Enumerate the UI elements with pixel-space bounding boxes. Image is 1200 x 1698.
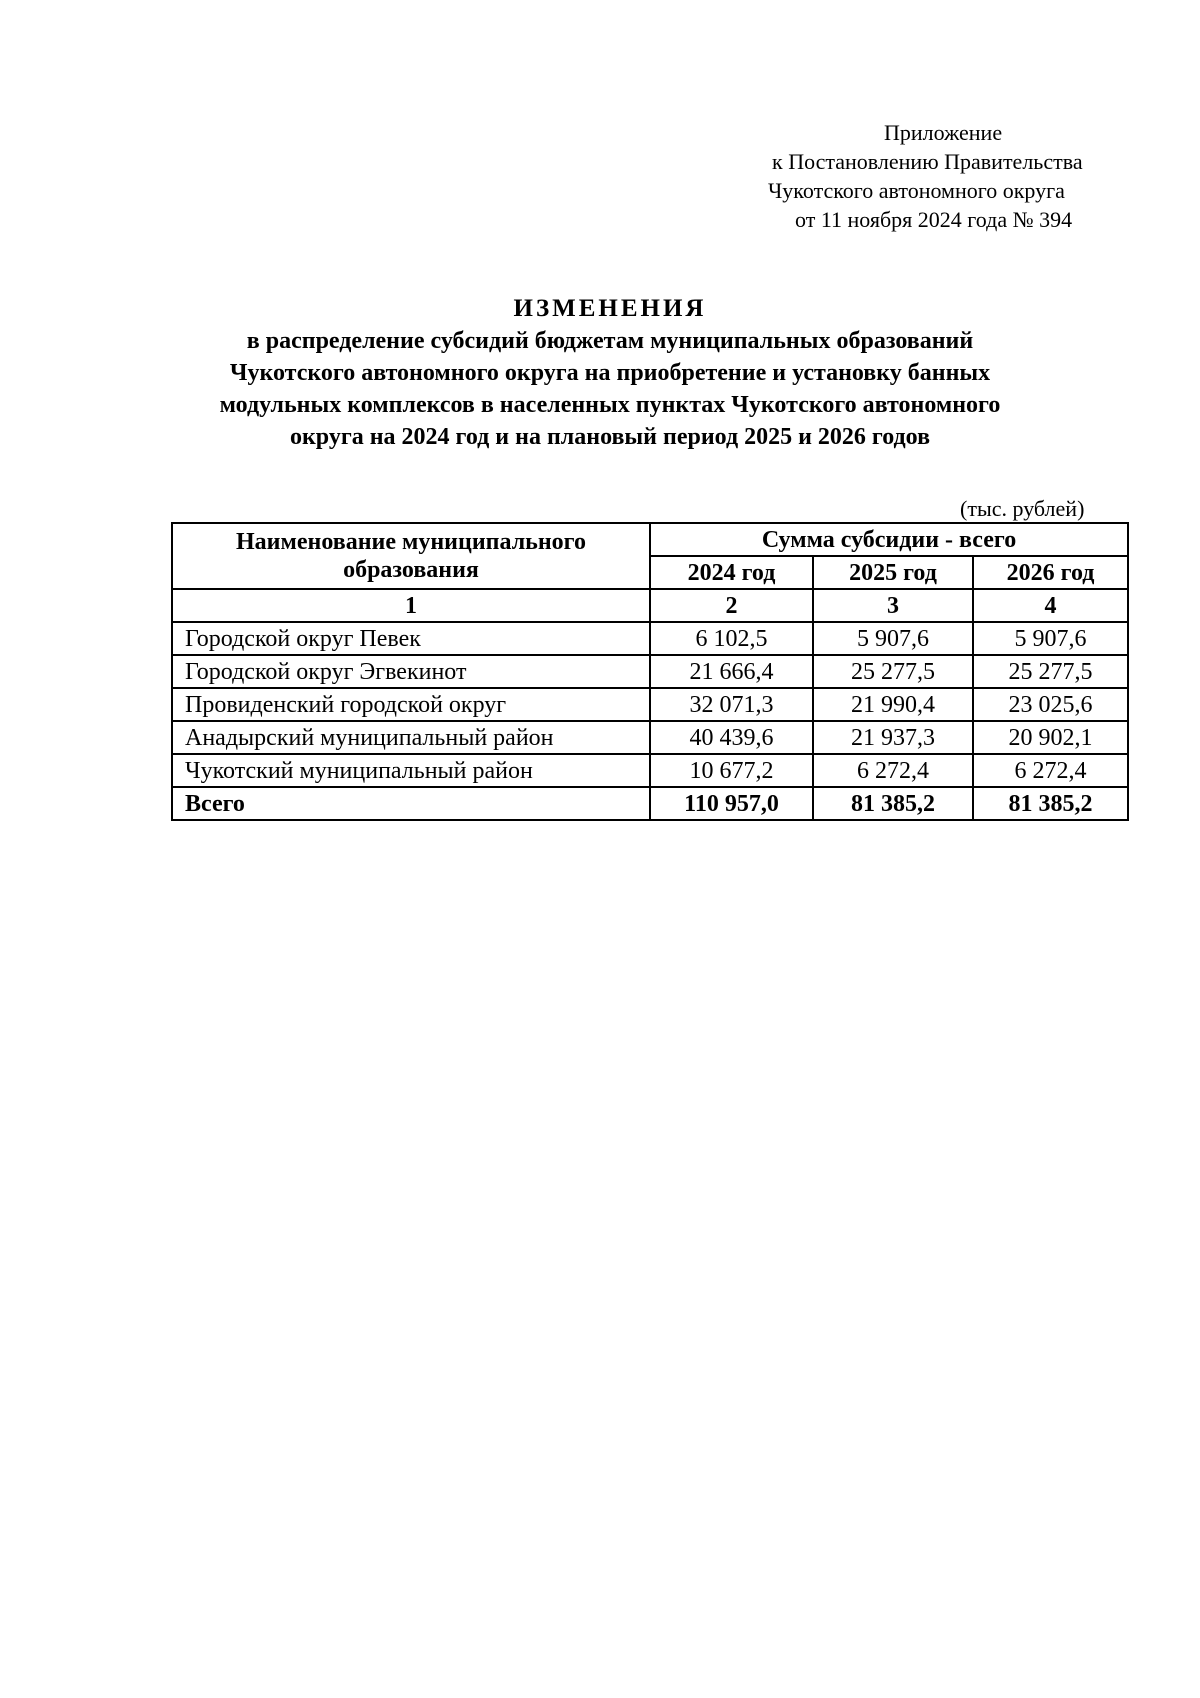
total-value-2026: 81 385,2: [973, 787, 1128, 820]
appendix-line-4: от 11 ноября 2024 года № 394: [795, 207, 1073, 232]
header-year-2024: 2024 год: [650, 556, 813, 589]
header-year-2026: 2026 год: [973, 556, 1128, 589]
row-value-2025: 25 277,5: [813, 655, 973, 688]
row-name: Городской округ Певек: [172, 622, 650, 655]
table-row: [172, 655, 1128, 688]
appendix-block: [760, 118, 1140, 234]
appendix-line-1: Приложение: [884, 120, 1003, 145]
row-value-2024: 10 677,2: [650, 754, 813, 787]
row-value-2026: 5 907,6: [973, 622, 1128, 655]
units-label: (тыс. рублей): [960, 496, 1085, 521]
row-name: Городской округ Эгвекинот: [172, 655, 650, 688]
row-value-2024: 32 071,3: [650, 688, 813, 721]
title-line-3: модульных комплексов в населенных пунктах Чукотского автономного: [219, 392, 1001, 418]
row-value-2025: 6 272,4: [813, 754, 973, 787]
column-number-2: 2: [650, 589, 813, 622]
appendix-line-3: Чукотского автономного округа: [768, 178, 1065, 203]
table-total-row: [172, 787, 1128, 820]
header-municipality: Наименование муниципального образования: [172, 523, 650, 589]
row-value-2025: 5 907,6: [813, 622, 973, 655]
column-number-3: 3: [813, 589, 973, 622]
row-value-2026: 23 025,6: [973, 688, 1128, 721]
header-subsidy-total: Сумма субсидии - всего: [650, 523, 1128, 556]
header-year-2025: 2025 год: [813, 556, 973, 589]
table-row: [172, 754, 1128, 787]
subsidy-table: [171, 522, 1129, 821]
row-value-2025: 21 990,4: [813, 688, 973, 721]
table-row: [172, 688, 1128, 721]
table-column-numbers-row: [172, 589, 1128, 622]
row-name: Анадырский муниципальный район: [172, 721, 650, 754]
row-value-2024: 21 666,4: [650, 655, 813, 688]
document-title: [140, 293, 1080, 453]
title-line-1: в распределение субсидий бюджетам муниципальных образований: [246, 328, 974, 354]
table-row: [172, 721, 1128, 754]
total-value-2024: 110 957,0: [650, 787, 813, 820]
row-value-2026: 6 272,4: [973, 754, 1128, 787]
appendix-line-2: к Постановлению Правительства: [772, 149, 1083, 174]
total-value-2025: 81 385,2: [813, 787, 973, 820]
column-number-1: 1: [172, 589, 650, 622]
row-name: Провиденский городской округ: [172, 688, 650, 721]
row-name: Чукотский муниципальный район: [172, 754, 650, 787]
table-row: [172, 622, 1128, 655]
row-value-2025: 21 937,3: [813, 721, 973, 754]
row-value-2024: 40 439,6: [650, 721, 813, 754]
table-header-row: [172, 523, 1128, 556]
title-line-4: округа на 2024 год и на плановый период 2025 и 2026 годов: [289, 424, 931, 450]
row-value-2024: 6 102,5: [650, 622, 813, 655]
title-heading: ИЗМЕНЕНИЯ: [513, 295, 707, 322]
total-label: Всего: [172, 787, 650, 820]
row-value-2026: 25 277,5: [973, 655, 1128, 688]
row-value-2026: 20 902,1: [973, 721, 1128, 754]
column-number-4: 4: [973, 589, 1128, 622]
title-line-2: Чукотского автономного округа на приобретение и установку банных: [229, 360, 991, 386]
